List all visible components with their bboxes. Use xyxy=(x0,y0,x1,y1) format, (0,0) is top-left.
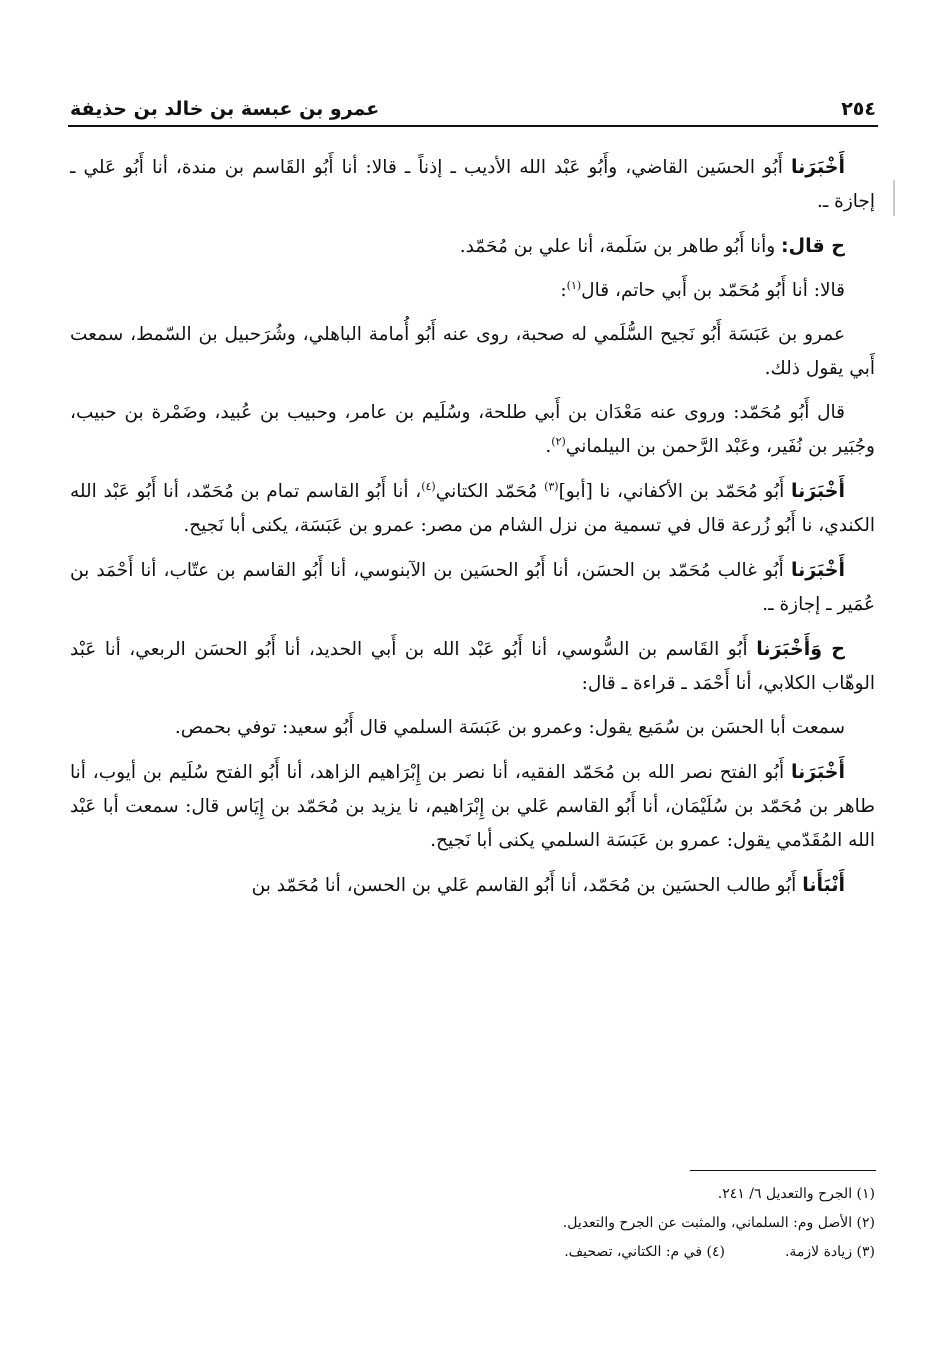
footnote-ref: (٤) xyxy=(421,479,436,493)
footnote-3: (٣) زيادة لازمة. xyxy=(784,1244,875,1260)
paragraph-text-middle: مُحَمّد الكتاني xyxy=(435,481,545,502)
paragraph-text: قال أَبُو مُحَمّد: وروى عنه مَعْدَان بن أَبي طلحة، وسُلَيم بن عامر، وحبيب بن عُبيد، وضَمْرة بن حبيب، وجُبَير بن نُفَير، وعَبْد الرَّحمن بن البيلماني xyxy=(70,402,875,457)
paragraph-lead: أَخْبَرَنا xyxy=(790,480,845,502)
footnote-line xyxy=(70,1238,875,1267)
footnote-1: (١) الجرح والتعديل ٦/ ٢٤١. xyxy=(717,1186,875,1202)
paragraph xyxy=(70,150,875,219)
running-title: عمرو بن عبسة بن خالد بن حذيفة xyxy=(70,98,380,120)
paragraph-text: وأنا أَبُو طاهر بن سَلَمة، أنا علي بن مُحَمّد. xyxy=(459,236,782,257)
paragraph-text-after: : xyxy=(560,280,567,301)
paragraph xyxy=(70,868,875,903)
body-text xyxy=(70,150,875,913)
paragraph xyxy=(70,318,875,386)
paragraph xyxy=(70,632,875,701)
paragraph-text: أَبُو مُحَمّد بن الأكفاني، نا [أبو] xyxy=(558,481,791,502)
footnote-ref: (٢) xyxy=(551,434,566,448)
footnotes xyxy=(70,1180,875,1267)
paragraph-lead: أَخْبَرَنا xyxy=(790,156,845,178)
paragraph-lead: أَخْبَرَنا xyxy=(790,559,845,581)
paragraph xyxy=(70,755,875,858)
page-number: ٢٥٤ xyxy=(841,98,876,120)
paragraph xyxy=(70,229,875,264)
footnote-ref: (٣) xyxy=(544,479,559,493)
paragraph-text: قالا: أنا أَبُو مُحَمّد بن أَبي حاتم، قال xyxy=(581,280,845,301)
footnote-line xyxy=(70,1209,875,1238)
paragraph-text: عمرو بن عَبَسَة أَبُو نَجيح السُّلَمي له صحبة، روى عنه أَبُو أُمامة الباهلي، وشُرَحبيل بن السّمط، سمعت أَبي يقول ذلك. xyxy=(70,324,875,379)
paragraph-text-after: . xyxy=(545,436,552,457)
paragraph-text: سمعت أبا الحسَن بن سُمَيع يقول: وعمرو بن عَبَسَة السلمي قال أَبُو سعيد: توفي بحمص. xyxy=(174,717,845,738)
paragraph xyxy=(70,274,875,308)
footnote-rule xyxy=(690,1170,876,1171)
paragraph-text: أَبُو الحسَين القاضي، وأَبُو عَبْد الله الأديب ـ إذناً ـ قالا: أنا أَبُو القَاسم بن مندة، أنا أَبُو عَلي ـ إجازة ـ. xyxy=(70,157,875,212)
paragraph-lead: أَخْبَرَنا xyxy=(790,761,845,783)
running-head xyxy=(70,86,876,120)
footnote-2: (٢) الأصل وم: السلماني، والمثبت عن الجرح والتعديل. xyxy=(562,1215,875,1231)
footnote-line xyxy=(70,1180,875,1209)
paragraph xyxy=(70,553,875,622)
paragraph-lead: أَنْبَأَنا xyxy=(802,874,845,896)
paragraph xyxy=(70,474,875,543)
paragraph-text: أَبُو غالب مُحَمّد بن الحسَن، أنا أَبُو الحسَين بن الآبنوسي، أنا أَبُو القاسم بن عتّاب، أنا أَحْمَد بن عُمَير ـ إجازة ـ. xyxy=(70,560,875,615)
margin-mark xyxy=(893,180,895,216)
paragraph xyxy=(70,396,875,464)
header-rule xyxy=(68,125,878,127)
paragraph-text: أَبُو طالب الحسَين بن مُحَمّد، أنا أَبُو القاسم عَلي بن الحسن، أنا مُحَمّد بن xyxy=(251,875,803,896)
paragraph xyxy=(70,711,875,745)
footnote-ref: (١) xyxy=(566,278,582,292)
paragraph-lead: ح قال: xyxy=(781,235,845,257)
paragraph-text-after: ، أنا أَبُو القاسم تمام بن مُحَمّد، أنا أَبُو عَبْد الله الكندي، نا أَبُو زُرعة قال في تسمية من نزل الشام من مصر: عمرو بن عَبَسَة، يكنى أبا نَجيح. xyxy=(70,481,875,536)
paragraph-text: أَبُو القَاسم بن السُّوسي، أنا أَبُو عَبْد الله بن أَبي الحديد، أنا أَبُو الحسَن الربعي، أنا عَبْد الوهّاب الكلابي، أنا أَحْمَد ـ قراءة ـ قال: xyxy=(70,639,875,694)
footnote-4: (٤) في م: الكتاني، تصحيف. xyxy=(564,1244,725,1260)
paragraph-lead: ح وَأَخْبَرَنا xyxy=(756,638,845,660)
paragraph-text: أَبُو الفتح نصر الله بن مُحَمّد الفقيه، أنا نصر بن إِبْرَاهيم الزاهد، أنا أَبُو الفتح سُلَيم بن أيوب، أنا طاهر بن مُحَمّد بن سُلَيْمَان، أنا أَبُو القاسم عَلي بن إِبْرَاهيم، نا يزيد بن مُحَمّد بن إِيَاس قال: سمعت أبا عَبْد الله المُقَدّمي يقول: عمرو بن عَبَسَة السلمي يكنى أبا نَجيح. xyxy=(70,762,875,851)
